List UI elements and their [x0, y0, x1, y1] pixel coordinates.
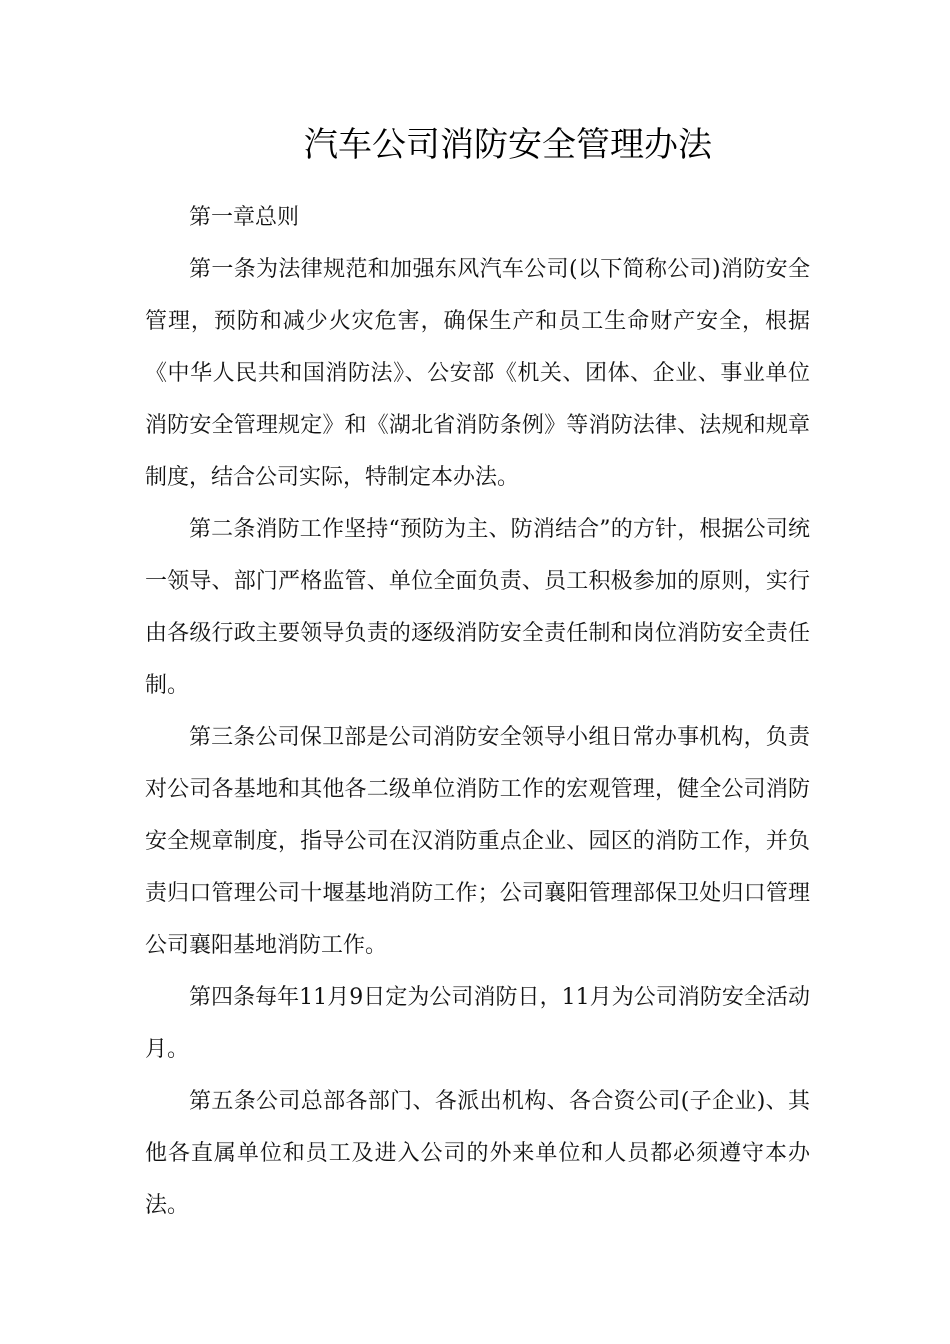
document-body [145, 192, 810, 1232]
article-5-paragraph: 第五条公司总部各部门、各派出机构、各合资公司(子企业)、其他各直属单位和员工及进入公司的外来单位和人员都必须遵守本办法。 [145, 1089, 810, 1218]
document-title: 汽车公司消防安全管理办法 [304, 125, 712, 165]
article-4-paragraph: 第四条每年11月9日定为公司消防日，11月为公司消防安全活动月。 [145, 985, 810, 1062]
article-2-paragraph: 第二条消防工作坚持“预防为主、防消结合”的方针，根据公司统一领导、部门严格监管、单位全面负责、员工积极参加的原则，实行由各级行政主要领导负责的逐级消防安全责任制和岗位消防安全责任制。 [145, 517, 810, 698]
article-3-paragraph: 第三条公司保卫部是公司消防安全领导小组日常办事机构，负责对公司各基地和其他各二级单位消防工作的宏观管理，健全公司消防安全规章制度，指导公司在汉消防重点企业、园区的消防工作，并负责归口管理公司十堰基地消防工作；公司襄阳管理部保卫处归口管理公司襄阳基地消防工作。 [145, 725, 810, 958]
chapter-heading: 第一章总则 [189, 205, 300, 230]
article-1-paragraph: 第一条为法律规范和加强东风汽车公司(以下简称公司)消防安全管理，预防和减少火灾危害，确保生产和员工生命财产安全，根据《中华人民共和国消防法》、公安部《机关、团体、企业、事业单位消防安全管理规定》和《湖北省消防条例》等消防法律、法规和规章制度，结合公司实际，特制定本办法。 [145, 257, 810, 490]
